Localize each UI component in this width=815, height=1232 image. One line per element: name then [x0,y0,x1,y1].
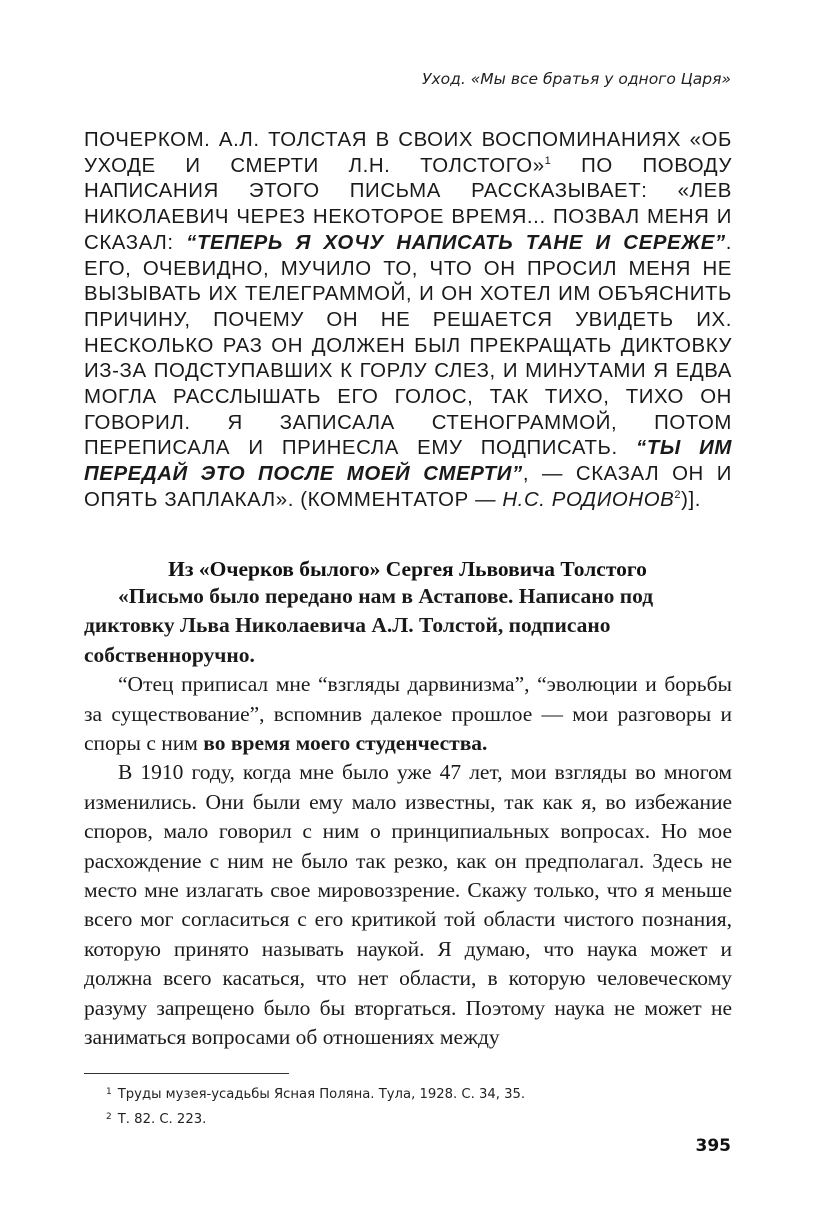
footnote-number: 2 [106,1112,112,1122]
caps-text: )]. [681,488,701,511]
quote-emphasis: “ТЕПЕРЬ Я ХОЧУ НАПИСАТЬ ТАНЕ И СЕРЕЖЕ” [186,231,726,254]
footnote-text: Т. 82. С. 223. [117,1112,207,1127]
caps-text: ПО ПОВОДУ НАПИСАНИЯ ЭТОГО ПИСЬМА РАССКАЗЫВАЕТ: «ЛЕВ НИКОЛАЕВИЧ ЧЕРЕЗ НЕКОТОРОЕ ВРЕМЯ... ПОЗВАЛ МЕНЯ И СКАЗАЛ: [84,154,732,254]
quote-emphasis: “ТЫ ИМ ПЕРЕДАЙ ЭТО ПОСЛЕ МОЕЙ СМЕРТИ” [84,437,732,486]
footnote-ref-2[interactable]: 2 [674,489,682,502]
section-title: Из «Очерков былого» Сергея Львовича Толстого [168,557,647,581]
bold-phrase: во время моего студенчества. [203,731,488,756]
commentator-name: Н.С. РОДИОНОВ [502,488,675,511]
lead-paragraph: «Письмо было передано нам в Астапове. Написано под диктовку Льва Николаевича А.Л. Толстой, подписано собственноручно. [84,584,654,667]
caps-paragraph [84,128,732,514]
paragraph [84,670,732,758]
paragraph: В 1910 году, когда мне было уже 47 лет, мои взгляды во многом изменились. Они были ему мало известны, так как я, во избежание споров, мало говорил с ним о принципиальных вопросах. Но мое расхождение с ним не было так резко, как он предполагал. Здесь не место мне излагать свое мировоззрение. Скажу только, что я меньше всего мог согласиться с его критикой той области чистого познания, которую принято называть наукой. Я думаю, что наука может и должна всего касаться, что нет области, в которую человеческому разуму запрещено было бы вторгаться. Поэтому наука не может не заниматься вопросами об отношениях между [84,760,732,1050]
page-number: 395 [695,1136,731,1156]
body-text [84,582,732,1053]
caps-text: , — СКАЗАЛ ОН И ОПЯТЬ ЗАПЛАКАЛ». (КОММЕНТАТОР — [84,463,732,511]
running-head: Уход. «Мы все братья у одного Царя» [422,70,731,88]
footnotes [106,1081,525,1131]
caps-text: ПОЧЕРКОМ. А.Л. ТОЛСТАЯ В СВОИХ ВОСПОМИНАНИЯХ «ОБ УХОДЕ И СМЕРТИ Л.Н. ТОЛСТОГО» [84,129,732,177]
footnote-ref-1[interactable]: 1 [544,154,552,167]
footnote-1 [106,1081,525,1106]
paragraph-text: “Отец приписал мне “взгляды дарвинизма”, “эволюции и борьбы за существование”, вспомнив далекое прошлое — мои разговоры и споры с ним [84,672,732,756]
footnote-divider [84,1073,289,1074]
caps-text: . ЕГО, ОЧЕВИДНО, МУЧИЛО ТО, ЧТО ОН ПРОСИЛ МЕНЯ НЕ ВЫЗЫВАТЬ ИХ ТЕЛЕГРАММОЙ, И ОН ХОТЕЛ ИМ ОБЪЯСНИТЬ ПРИЧИНУ, ПОЧЕМУ ОН НЕ РЕШАЕТСЯ УВИДЕТЬ ИХ. НЕСКОЛЬКО РАЗ ОН ДОЛЖЕН БЫЛ ПРЕКРАЩАТЬ ДИКТОВКУ ИЗ-ЗА ПОДСТУПАВШИХ К ГОРЛУ СЛЕЗ, И МИНУТАМИ Я ЕДВА МОГЛА РАССЛЫШАТЬ ЕГО ГОЛОС, ТАК ТИХО, ТИХО ОН ГОВОРИЛ. Я ЗАПИСАЛА СТЕНОГРАММОЙ, ПОТОМ ПЕРЕПИСАЛА И ПРИНЕСЛА ЕМУ ПОДПИСАТЬ. [84,231,732,460]
footnote-number: 1 [106,1087,112,1097]
footnote-text: Труды музея-усадьбы Ясная Поляна. Тула, 1928. С. 34, 35. [117,1087,526,1102]
footnote-2 [106,1106,525,1131]
